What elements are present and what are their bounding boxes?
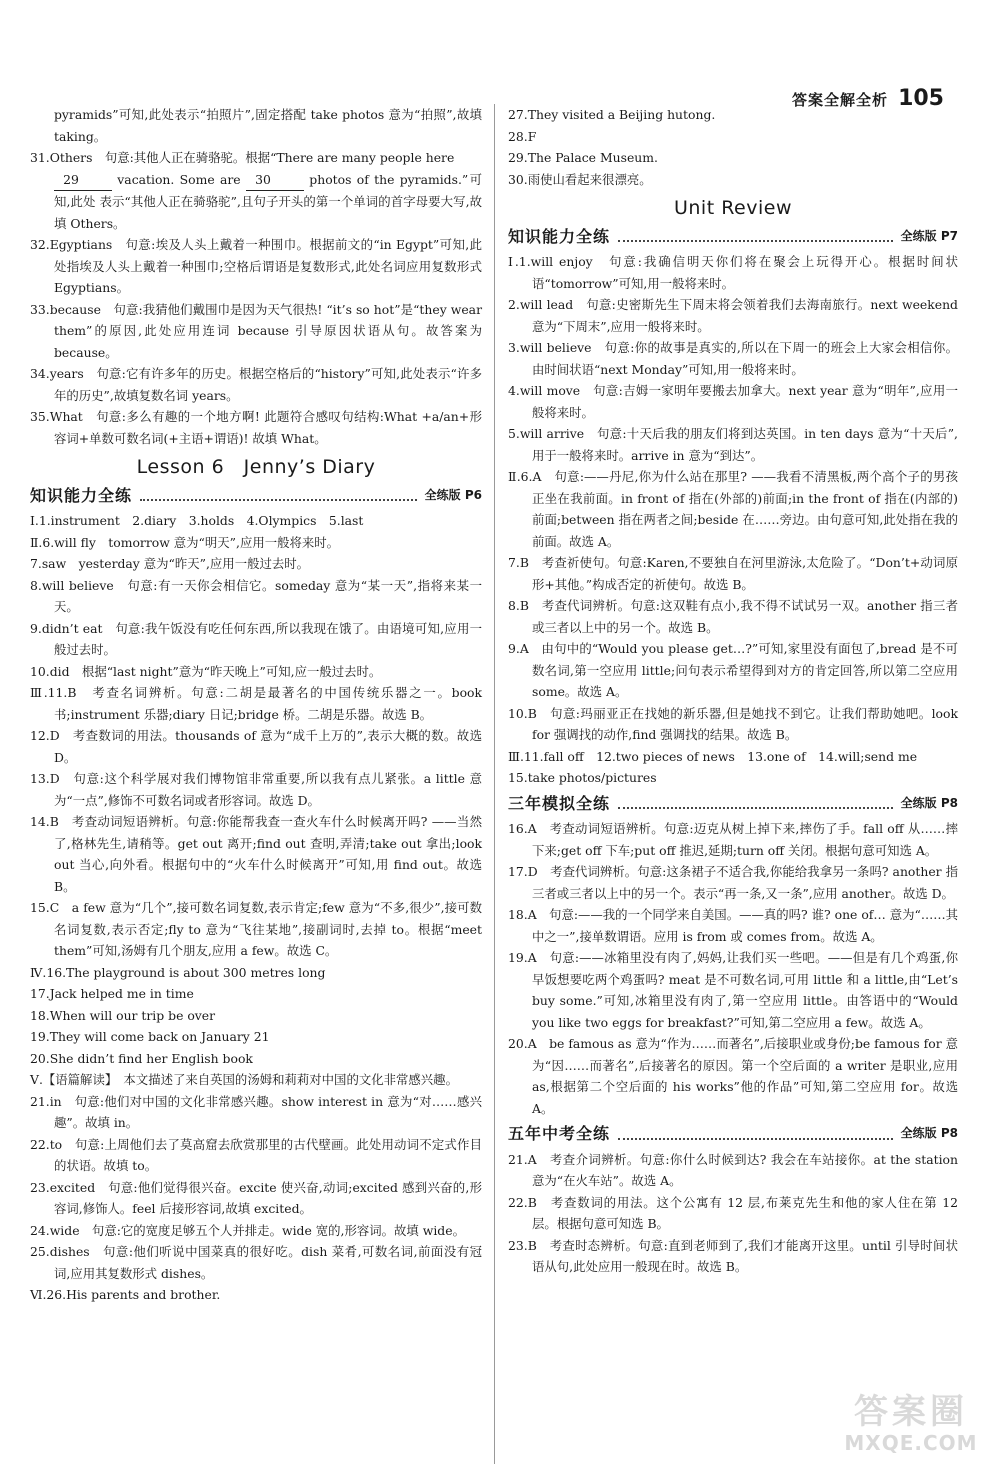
answer-item: Ⅵ.26.His parents and brother. (30, 1287, 221, 1302)
answer-item-35: 35.What 句意:多么有趣的一个地方啊! 此题符合感叹句结构:What +a/an+形容词+单数可数名词(+主语+谓语)! 故填 What。 (30, 409, 482, 446)
answer-item: 2.will lead 句意:史密斯先生下周末将会领着我们去海南旅行。next weekend 意为“下周末”,应用一般将来时。 (508, 297, 958, 334)
answer-item-33: 33.because 句意:我猜他们戴围巾是因为天气很热! “it’s so hot”是“they wear them”的原因,此处应用连词 because 引导原因状语从句。故答案为 because。 (30, 301, 482, 360)
section-page-tag: 全练版 P8 (900, 795, 958, 810)
answer-item: 9.A 由句中的“Would you please get…?”可知,家里没有面包了,bread 是不可数名词,第一空应用 little;问句表示希望得到对方的肯定回答,所以第二空应用 some。故选 A。 (508, 641, 958, 699)
watermark-cn: 答案圈 (854, 1392, 968, 1432)
answer-item: Ⅰ.1.will enjoy 句意:我确信明天你们将在聚会上玩得开心。根据时间状语“tomorrow”可知,用一般将来时。 (508, 254, 958, 291)
answer-item: 20.A be famous as 意为“作为……而著名”,后接职业或身份;be famous for 意为“因……而著名”,后接著名的原因。第一个空后面的 a writer 是职业,应用 as,根据第二个空后面的 his works”他的作品”可知,第二空应用 for。故选 A。 (508, 1036, 958, 1116)
answer-item: 29.The Palace Museum. (508, 150, 658, 165)
answer-item: 18.When will our trip be over (30, 1007, 216, 1023)
section-header (508, 1123, 958, 1145)
answer-item: 21.A 考查介词辨析。句意:你什么时候到达? 我会在车站接你。at the station 意为“在火车站”。故选 A。 (508, 1151, 958, 1188)
answer-item-34: 34.years 句意:它有许多年的历史。根据空格后的“history”可知,此处表示“许多年的历史”,故填复数名词 years。 (30, 366, 482, 403)
answer-item-31: 31.Others 句意:其他人正在骑骆驼。根据“There are many people here 29 vacation. Some are 30 photos of the pyramids.”可知,此处 表示“其他人正在骑骆驼”,且句子开头的第一个单词的首字母要大写,故填 Others。 (30, 150, 483, 231)
answer-item: 10.B 句意:玛丽亚正在找她的新乐器,但是她找不到它。让我们帮助她吧。look for 强调找的动作,find 强调找的结果。故选 B。 (508, 705, 958, 742)
answer-item-32: 32.Egyptians 句意:埃及人头上戴着一种围巾。根据前文的“in Egypt”可知,此处指埃及人头上戴着一种围巾;空格后谓语是复数形式,此处名词应用复数形式 Egyptians。 (30, 237, 482, 295)
answer-item: 17.D 考查代词辨析。句意:这条裙子不适合我,你能给我拿另一条吗? another 指三者或三者以上中的另一个。表示“再一条,又一条”,应用 another。故选 D。 (508, 864, 958, 901)
answer-item: 21.in 句意:他们对中国的文化非常感兴趣。show interest in 意为“对……感兴趣”。故填 in。 (30, 1093, 482, 1130)
answer-item: 28.F (508, 128, 537, 144)
answer-item: 9.didn’t eat 句意:我午饭没有吃任何东西,所以我现在饿了。由语境可知,应用一般过去时。 (30, 620, 482, 657)
section-title: 知识能力全练 (30, 485, 133, 505)
left-column (30, 104, 482, 1306)
unit-title: Unit Review (673, 197, 792, 219)
dotted-leader (618, 797, 893, 809)
answer-item: 23.B 考查时态辨析。句意:直到老师到了,我们才能离开这里。until 引导时间状语从句,此处应用一般现在时。故选 B。 (508, 1237, 958, 1274)
answer-item: 3.will believe 句意:你的故事是真实的,所以在下周一的班会上大家会相信你。由时间状语“next Monday”可知,用一般将来时。 (508, 340, 958, 377)
section-title: 三年模拟全练 (508, 793, 611, 813)
dotted-leader (618, 1128, 893, 1140)
right-column (508, 104, 958, 1278)
lesson-title: Lesson 6 Jenny’s Diary (136, 456, 376, 478)
answer-item: 27.They visited a Beijing hutong. (508, 107, 716, 122)
site-watermark (836, 1392, 986, 1462)
answer-item: 20.She didn’t find her English book (30, 1050, 253, 1066)
passage-intro: Ⅴ.【语篇解读】 本文描述了来自英国的汤姆和莉莉对中国的文化非常感兴趣。 (30, 1072, 458, 1087)
answer-item: 24.wide 句意:它的宽度足够五个人并排走。wide 宽的,形容词。故填 wide。 (30, 1222, 465, 1238)
answer-item: 8.B 考查代词辨析。句意:这双鞋有点小,我不得不试试另一双。another 指三者或三者以上中的另一个。故选 B。 (508, 598, 958, 635)
answer-item: 10.did 根据“last night”意为“昨天晚上”可知,应一般过去时。 (30, 663, 382, 679)
answer-item: 17.Jack helped me in time (30, 986, 194, 1001)
answer-item: 16.A 考查动词短语辨析。句意:迈克从树上掉下来,摔伤了手。fall off 从……摔下来;get off 下车;put off 推迟,延期;turn off 关闭。根据句意可知选 A。 (508, 821, 958, 858)
answer-item: 7.saw yesterday 意为“昨天”,应用一般过去时。 (30, 556, 310, 571)
section-title: 知识能力全练 (508, 226, 611, 246)
answer-item: 22.B 考查数词的用法。这个公寓有 12 层,布莱克先生和他的家人住在第 12 层。根据句意可知选 B。 (508, 1194, 958, 1231)
answer-item: 7.B 考查祈使句。句意:Karen,不要独自在河里游泳,太危险了。“Don’t+动词原形+其他。”构成否定的祈使句。故选 B。 (508, 555, 958, 592)
answer-item: Ⅳ.16.The playground is about 300 metres long (30, 964, 326, 980)
answer-item: 12.D 考查数词的用法。thousands of 意为“成千上万的”,表示大概的数。故选 D。 (30, 728, 482, 765)
answer-item: 14.B 考查动词短语辨析。句意:你能帮我查一查火车什么时候离开吗? ——当然了,格林先生,请稍等。get out 离开;find out 查明,弄清;take out 拿出;look out 当心,向外看。根据句中的“火车什么时候离开”可知,用 find out。故选 B。 (30, 814, 482, 894)
answer-item: Ⅲ.11.B 考查名词辨析。句意:二胡是最著名的中国传统乐器之一。book 书;instrument 乐器;diary 日记;bridge 桥。二胡是乐器。故选 B。 (30, 685, 482, 722)
blank-29: 29 (54, 169, 112, 192)
answer-item: 13.D 句意:这个科学展对我们博物馆非常重要,所以我有点儿紧张。a little 意为“一点”,修饰不可数名词或者形容词。故选 D。 (30, 771, 482, 808)
answer-item: 19.A 句意:——冰箱里没有肉了,妈妈,让我们买一些吧。——但是有几个鸡蛋,你早饭想要吃两个鸡蛋吗? meat 是不可数名词,可用 little 和 a little,由“Let’s buy some.”可知,冰箱里没有肉了,第一空应用 little。由答语中的“Would you like two eggs for breakfast?”可知,第二空应用 a few。故选 A。 (508, 950, 958, 1030)
answer-item: 22.to 句意:上周他们去了莫高窟去欣赏那里的古代壁画。此处用动词不定式作目的状语。故填 to。 (30, 1136, 482, 1173)
section-page-tag: 全练版 P6 (424, 487, 482, 502)
answer-item: 25.dishes 句意:他们听说中国菜真的很好吃。dish 菜肴,可数名词,前面没有冠词,应用其复数形式 dishes。 (30, 1244, 482, 1281)
answer-item: 19.They will come back on January 21 (30, 1029, 270, 1044)
answer-item: 8.will believe 句意:有一天你会相信它。someday 意为“某一天”,指将来某一天。 (30, 577, 482, 614)
dotted-leader (140, 489, 417, 501)
answer-item: Ⅱ.6.will fly tomorrow 意为“明天”,应用一般将来时。 (30, 534, 340, 550)
section-page-tag: 全练版 P8 (900, 1126, 958, 1140)
answer-item: 30.雨使山看起来很漂亮。 (508, 171, 652, 187)
watermark-en: MXQE.COM (844, 1431, 978, 1455)
section-header (508, 793, 958, 815)
answer-item: Ⅲ.11.fall off 12.two pieces of news 13.one of 14.will;send me (508, 748, 918, 764)
answer-item: 18.A 句意:——我的一个同学来自美国。——真的吗? 谁? one of… 意为“……其中之一”,接单数谓语。应用 is from 或 comes from。故选 A。 (508, 907, 958, 944)
answer-item: Ⅰ.1.instrument 2.diary 3.holds 4.Olympics 5.last (30, 513, 364, 528)
section-page-tag: 全练版 P7 (900, 228, 958, 243)
column-divider (494, 104, 495, 1464)
answer-item: 4.will move 句意:吉姆一家明年要搬去加拿大。next year 意为“明年”,应用一般将来时。 (508, 383, 958, 420)
section-header (30, 485, 482, 507)
section-header (508, 226, 958, 248)
page-number: 105 (898, 86, 944, 111)
answer-item: 15.C a few 意为“几个”,接可数名词复数,表示肯定;few 意为“不多,很少”,接可数名词复数,表示否定;fly to 意为“飞往某地”,接副词时,去掉 to。根据“meet them”可知,汤姆有几个朋友,应用 a few。故选 C。 (30, 900, 482, 958)
section-title: 五年中考全练 (508, 1124, 611, 1143)
answer-item: pyramids”可知,此处表示“拍照片”,固定搭配 take photos 意为“拍照”,故填 taking。 (54, 107, 482, 144)
dotted-leader (618, 230, 893, 242)
answer-item: 23.excited 句意:他们觉得很兴奋。excite 使兴奋,动词;excited 感到兴奋的,形容词,修饰人。feel 后接形容词,故填 excited。 (30, 1179, 482, 1216)
answer-item: 15.take photos/pictures (508, 770, 657, 785)
header-title: 答案全解全析 (792, 91, 889, 109)
answer-item: Ⅱ.6.A 句意:——丹尼,你为什么站在那里? ——我看不清黑板,两个高个子的男孩正坐在我前面。in front of 指在(外部的)前面;in the front of 指在(内部的)前面;between 指在两者之间;beside 在……旁边。由句意可知,此处指在我的前面。故选 A。 (508, 469, 958, 549)
answer-item: 5.will arrive 句意:十天后我的朋友们将到达英国。in ten days 意为“十天后”,用于一般将来时。arrive in 意为“到达”。 (508, 426, 958, 463)
blank-30: 30 (246, 169, 304, 192)
